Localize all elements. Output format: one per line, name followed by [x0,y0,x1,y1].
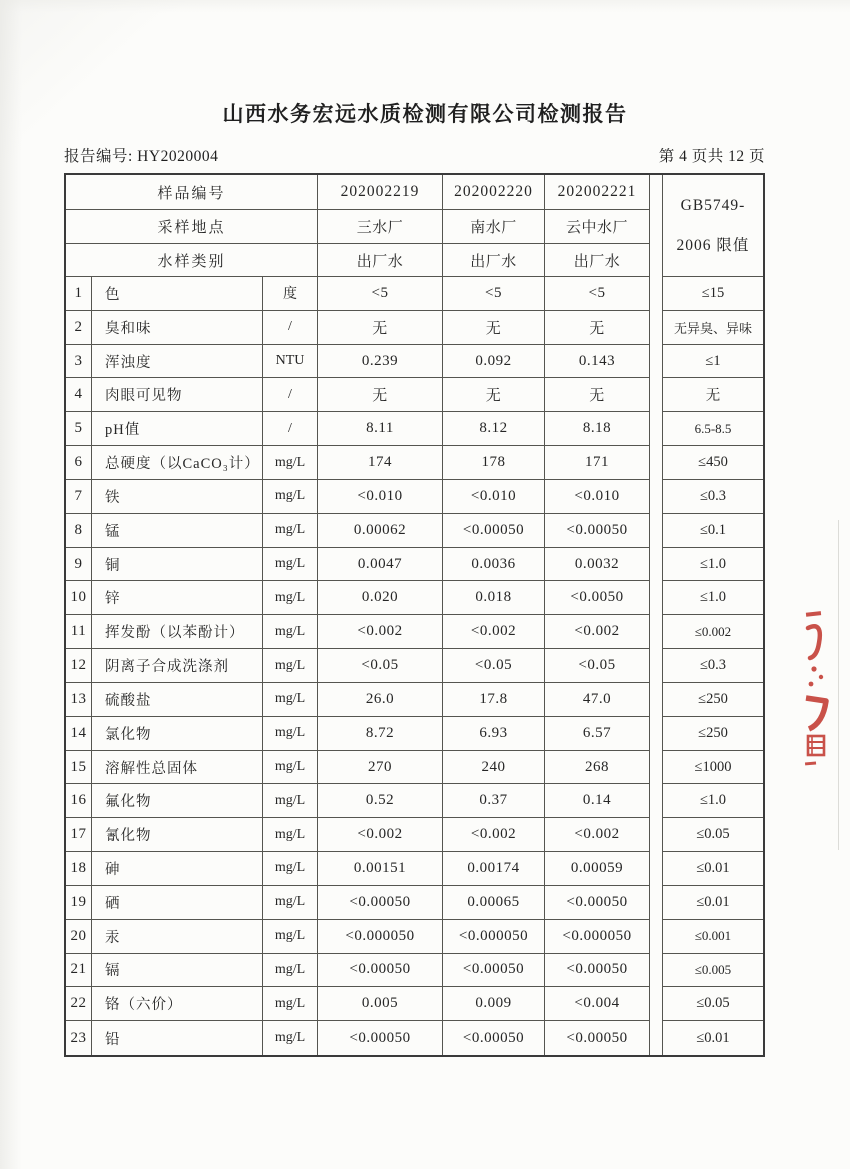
row-number: 17 [66,818,92,852]
sample1-value: <0.00050 [318,886,443,920]
parameter-name: pH值 [92,412,263,446]
sample3-value: 无 [545,378,650,412]
sample2-value: 无 [443,378,545,412]
parameter-name: 浑浊度 [92,345,263,379]
report-meta-row [64,144,765,166]
row-number: 10 [66,581,92,615]
sample3-value: 0.14 [545,784,650,818]
sample3-value: <0.00050 [545,886,650,920]
parameter-name: 溶解性总固体 [92,751,263,785]
sample3-value: 0.0032 [545,548,650,582]
parameter-name: 氯化物 [92,717,263,751]
limit-standard-line1: GB5749- [680,196,746,214]
sample-id: 202002220 [443,175,545,210]
sample3-value: <0.00050 [545,514,650,548]
parameter-name: 铅 [92,1021,263,1055]
sample1-value: <0.05 [318,649,443,683]
limit-value: ≤1.0 [663,784,763,818]
report-table [64,173,765,1057]
header-sample-id-label: 样品编号 [66,175,318,210]
sample3-value: 0.00059 [545,852,650,886]
sample3-value: <0.002 [545,615,650,649]
sample2-value: 240 [443,751,545,785]
sample-type: 出厂水 [545,244,650,277]
sample3-value: <0.004 [545,987,650,1021]
parameter-name: 臭和味 [92,311,263,345]
sample3-value: <0.0050 [545,581,650,615]
sample2-value: 0.009 [443,987,545,1021]
sample1-value: 0.239 [318,345,443,379]
sample3-value: <0.00050 [545,1021,650,1055]
sample2-value: 6.93 [443,717,545,751]
limit-value: 无异臭、异味 [663,311,763,345]
sample-type: 出厂水 [443,244,545,277]
parameter-unit: / [263,378,318,412]
sample1-value: 0.020 [318,581,443,615]
row-number: 2 [66,311,92,345]
sample1-value: <0.000050 [318,920,443,954]
parameter-unit: mg/L [263,717,318,751]
sample3-value: 47.0 [545,683,650,717]
sample1-value: 0.00151 [318,852,443,886]
limit-value: ≤1 [663,345,763,379]
parameter-unit: / [263,311,318,345]
limit-value: ≤0.001 [663,920,763,954]
parameter-name: 汞 [92,920,263,954]
sample1-value: <0.00050 [318,954,443,988]
limit-value: ≤0.01 [696,1029,730,1046]
parameter-unit: mg/L [263,751,318,785]
parameter-name: 锰 [92,514,263,548]
parameter-name: 镉 [92,954,263,988]
parameter-name: 硒 [92,886,263,920]
parameter-unit: / [263,412,318,446]
sample-location: 三水厂 [318,210,443,244]
parameter-name: 阴离子合成洗涤剂 [92,649,263,683]
scan-edge-shade [0,0,26,1169]
limit-value: 6.5-8.5 [663,412,763,446]
sample2-value: 0.00065 [443,886,545,920]
limit-value: ≤250 [663,717,763,751]
sample3-value: 171 [545,446,650,480]
row-number: 11 [66,615,92,649]
sample1-value: 0.52 [318,784,443,818]
parameter-unit: mg/L [263,784,318,818]
sample1-value: <0.010 [318,480,443,514]
row-number: 4 [66,378,92,412]
parameter-name: 铬（六价） [92,987,263,1021]
sample-location: 南水厂 [443,210,545,244]
sample2-value: <0.00050 [443,1021,545,1055]
scan-edge-shade [0,0,850,14]
parameter-unit: mg/L [263,514,318,548]
row-number: 15 [66,751,92,785]
parameter-name: 挥发酚（以苯酚计） [92,615,263,649]
row-number: 3 [66,345,92,379]
table-gutter-strip [650,175,663,1055]
row-number: 1 [66,277,92,311]
limit-value: ≤15 [663,277,763,311]
parameter-name: 铜 [92,548,263,582]
row-number: 5 [66,412,92,446]
limit-value: ≤0.3 [663,649,763,683]
sample2-value: 178 [443,446,545,480]
sample2-value: <0.05 [443,649,545,683]
parameter-unit: mg/L [263,446,318,480]
sample2-value: 0.018 [443,581,545,615]
parameter-name: 氟化物 [92,784,263,818]
sample-id: 202002219 [318,175,443,210]
limit-value: 无 [663,378,763,412]
row-number: 16 [66,784,92,818]
row-number: 14 [66,717,92,751]
row-number: 6 [66,446,92,480]
row-number: 23 [66,1021,92,1055]
parameter-name: 总硬度（以CaCO₃计） [92,446,263,480]
row-number: 18 [66,852,92,886]
row-number: 7 [66,480,92,514]
sample1-value: 无 [318,311,443,345]
row-number: 20 [66,920,92,954]
sample1-value: <0.002 [318,615,443,649]
parameter-name: 色 [92,277,263,311]
limit-value: ≤0.1 [663,514,763,548]
sample3-value: <0.00050 [545,954,650,988]
sample1-value: 无 [318,378,443,412]
sample2-value: 17.8 [443,683,545,717]
page-title: 山西水务宏远水质检测有限公司检测报告 [222,103,628,126]
parameter-unit: NTU [263,345,318,379]
row-number: 13 [66,683,92,717]
sample2-value: <0.002 [443,615,545,649]
parameter-name: 氰化物 [92,818,263,852]
limit-value: ≤1.0 [663,548,763,582]
limit-value: ≤1.0 [663,581,763,615]
report-number: 报告编号: HY2020004 [64,148,219,165]
limit-value: ≤250 [663,683,763,717]
sample1-value: 0.0047 [318,548,443,582]
limit-value: ≤0.3 [663,480,763,514]
parameter-name: 铁 [92,480,263,514]
header-type-label: 水样类别 [66,244,318,277]
row-number: 21 [66,954,92,988]
parameter-unit: mg/L [263,954,318,988]
sample1-value: <0.00050 [318,1021,443,1055]
sample3-value: <0.05 [545,649,650,683]
sample2-value: <0.00050 [443,514,545,548]
parameter-unit: mg/L [263,852,318,886]
parameter-unit: mg/L [263,987,318,1021]
row-number: 22 [66,987,92,1021]
limit-value: ≤0.005 [663,954,763,988]
parameter-unit: 度 [263,277,318,311]
parameter-unit: mg/L [263,615,318,649]
parameter-name: 砷 [92,852,263,886]
limit-value: ≤1000 [663,751,763,785]
row-number: 9 [66,548,92,582]
sample2-value: 0.00174 [443,852,545,886]
limit-value: ≤0.01 [663,886,763,920]
sample-id: 202002221 [545,175,650,210]
sample1-value: 8.72 [318,717,443,751]
sample1-value: <5 [318,277,443,311]
sample-type: 出厂水 [318,244,443,277]
sample2-value: <0.010 [443,480,545,514]
page-indicator: 第 4 页共 12 页 [658,148,765,165]
sample1-value: 270 [318,751,443,785]
sample1-value: 26.0 [318,683,443,717]
sample-location: 云中水厂 [545,210,650,244]
parameter-unit: mg/L [263,480,318,514]
sample2-value: <5 [443,277,545,311]
sample1-value: <0.002 [318,818,443,852]
limit-value: ≤0.05 [663,818,763,852]
limit-standard-header [663,175,763,277]
limit-standard-line2: 2006 限值 [676,236,750,254]
sample2-value: 8.12 [443,412,545,446]
row-number: 8 [66,514,92,548]
limit-value: ≤0.002 [663,615,763,649]
sample3-value: 268 [545,751,650,785]
parameter-name: 锌 [92,581,263,615]
sample1-value: 174 [318,446,443,480]
sample3-value: 8.18 [545,412,650,446]
sample2-value: <0.00050 [443,954,545,988]
sample1-value: 8.11 [318,412,443,446]
header-location-label: 采样地点 [66,210,318,244]
sample3-value: <0.002 [545,818,650,852]
parameter-unit: mg/L [263,886,318,920]
limit-value: ≤0.01 [663,852,763,886]
limit-value: ≤0.05 [663,987,763,1021]
limit-value: ≤450 [663,446,763,480]
sample3-value: <0.010 [545,480,650,514]
parameter-name: 肉眼可见物 [92,378,263,412]
sample3-value: <5 [545,277,650,311]
sample3-value: 无 [545,311,650,345]
parameter-unit: mg/L [263,649,318,683]
parameter-unit: mg/L [263,548,318,582]
parameter-unit: mg/L [263,920,318,954]
sample3-value: <0.000050 [545,920,650,954]
parameter-unit: mg/L [263,1021,318,1055]
sample1-value: 0.00062 [318,514,443,548]
sample2-value: 0.092 [443,345,545,379]
sample2-value: 无 [443,311,545,345]
sample2-value: <0.002 [443,818,545,852]
parameter-name: 硫酸盐 [92,683,263,717]
row-number: 12 [66,649,92,683]
parameter-unit: mg/L [263,683,318,717]
sample3-value: 6.57 [545,717,650,751]
sample1-value: 0.005 [318,987,443,1021]
parameter-unit: mg/L [263,581,318,615]
row-number: 19 [66,886,92,920]
parameter-unit: mg/L [263,818,318,852]
sample3-value: 0.143 [545,345,650,379]
sample2-value: <0.000050 [443,920,545,954]
red-seal-fragment-icon [799,606,839,768]
sample2-value: 0.37 [443,784,545,818]
sample2-value: 0.0036 [443,548,545,582]
